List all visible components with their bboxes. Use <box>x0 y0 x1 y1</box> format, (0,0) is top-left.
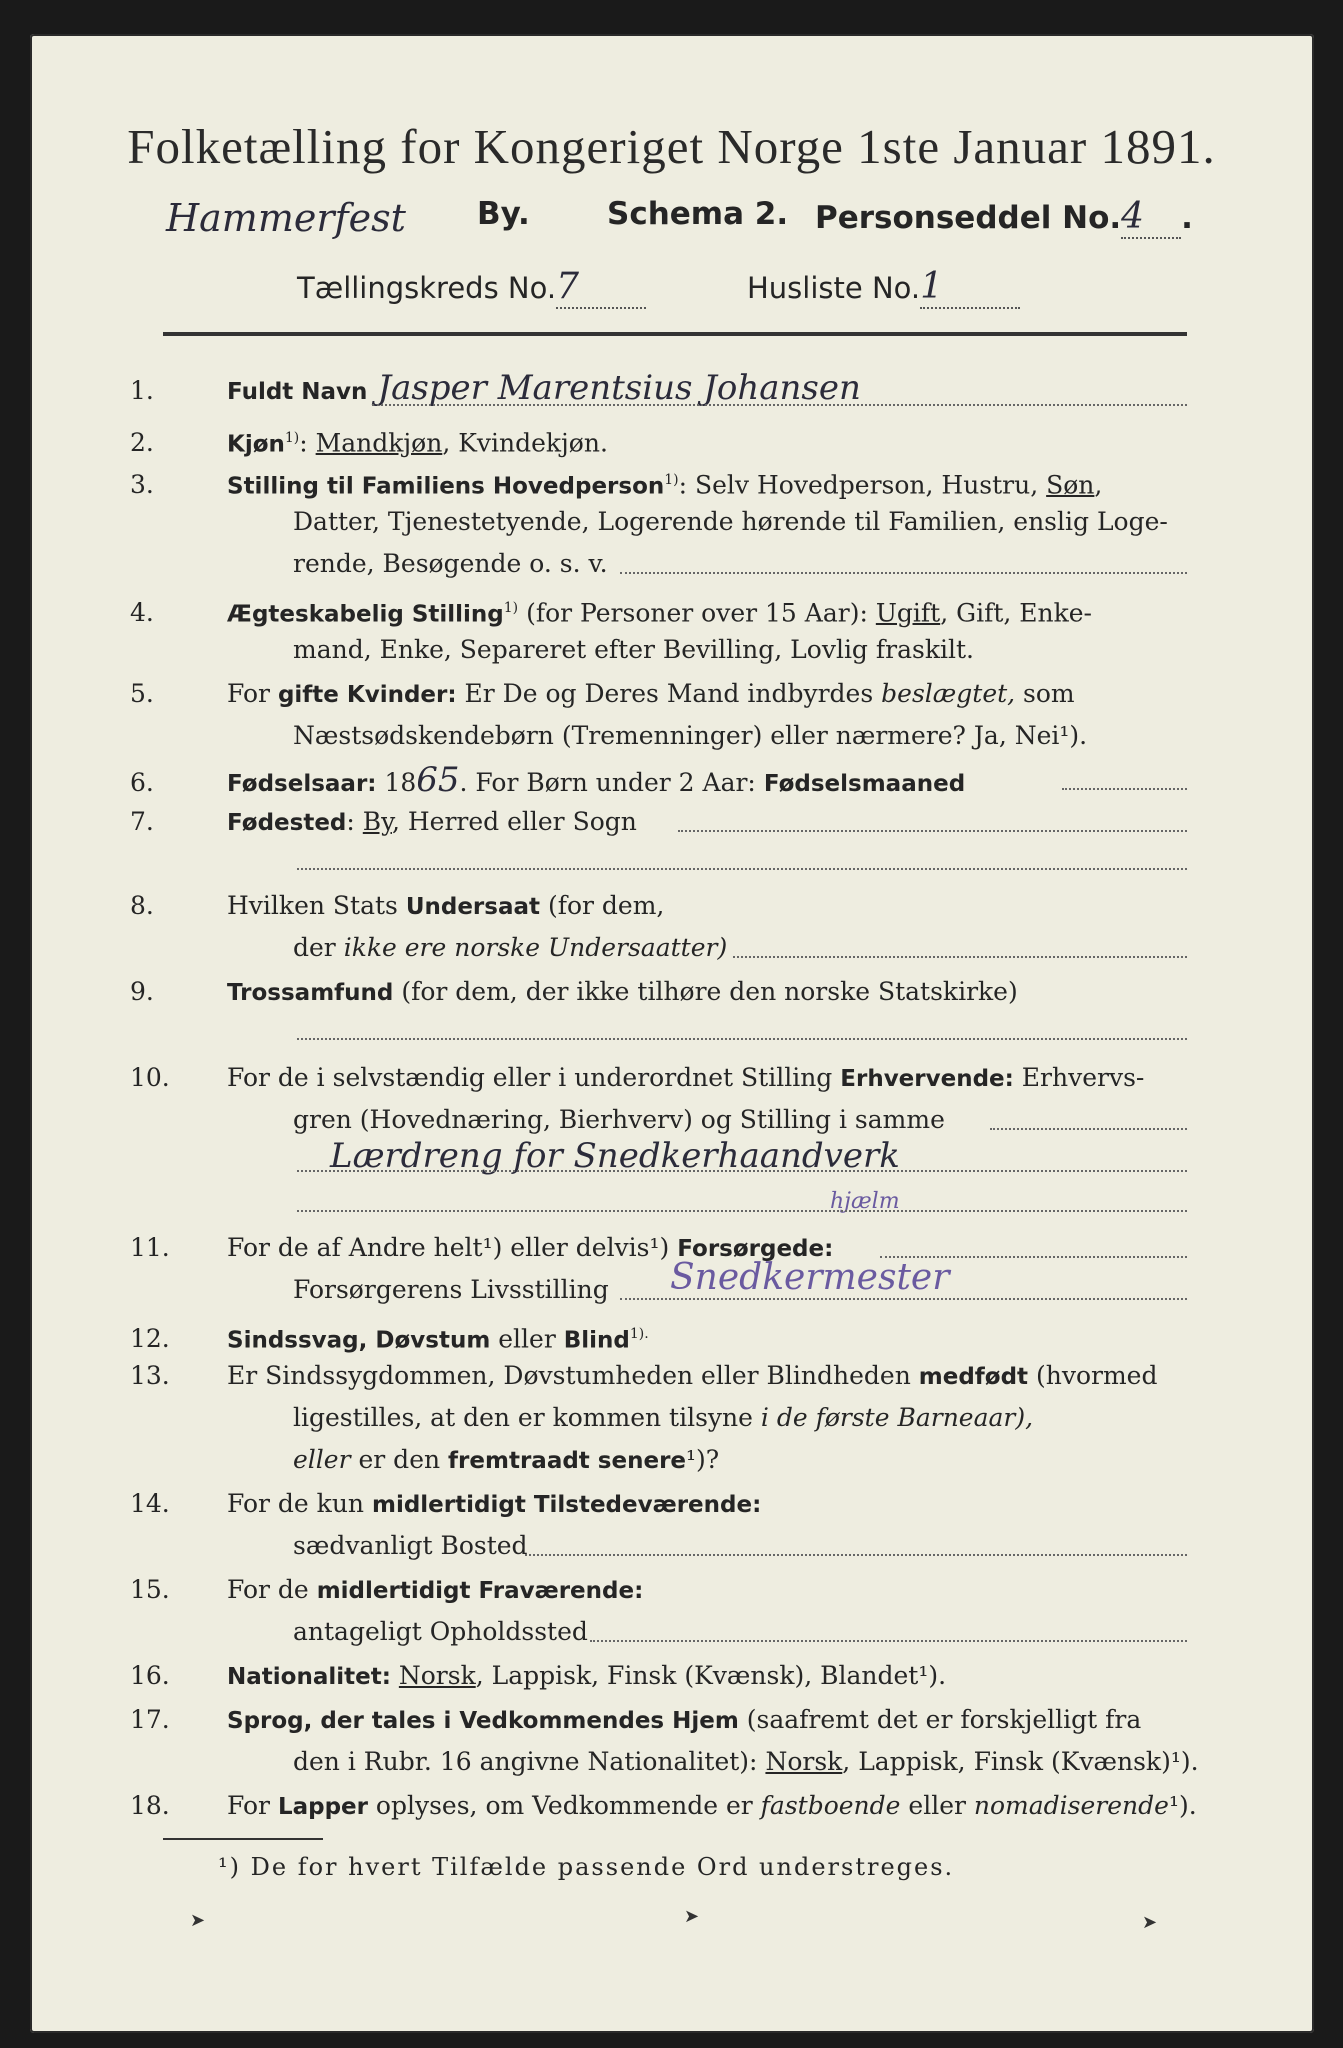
usual-residence-line <box>525 1554 1187 1556</box>
taellingskreds-number: 7 <box>556 266 579 307</box>
item-11: 11. For de af Andre helt¹) eller delvis¹) Forsørgede: <box>130 1233 834 1262</box>
full-name-value: Jasper Marentsius Johansen <box>377 368 861 408</box>
occupation-line-2 <box>297 1170 1187 1172</box>
item-1: 1. Fuldt Navn Jasper Marentsius Johansen <box>130 368 861 408</box>
item-3-line-2: Datter, Tjenestetyende, Logerende hørende til Familien, enslig Loge- <box>293 507 1168 536</box>
item-5-line-2: Næstsødskendebørn (Tremenninger) eller nærmere? Ja, Nei¹). <box>293 721 1088 750</box>
item-6: 6. Fødselsaar: 1865. For Børn under 2 Aar: Fødselsmaaned <box>130 760 966 800</box>
item-14: 14. For de kun midlertidigt Tilstedeværende: <box>130 1489 762 1518</box>
birthplace-line-1 <box>678 830 1187 832</box>
item-17: 17. Sprog, der tales i Vedkommendes Hjem (saafremt det er forskjelligt fra <box>130 1705 1142 1734</box>
provider-occupation-line <box>620 1298 1187 1300</box>
occupation-value: Lærdreng for Snedkerhaandverk <box>330 1136 900 1176</box>
item-13-line-3: eller er den fremtraadt senere¹)? <box>293 1445 720 1474</box>
footnote: ¹) De for hvert Tilfælde passende Ord understreges. <box>218 1853 955 1881</box>
item-5: 5. For gifte Kvinder: Er De og Deres Mand indbyrdes beslægtet, som <box>130 679 1075 708</box>
registration-mark-left: ➤ <box>190 1910 206 1931</box>
form-title: Folketælling for Kongeriget Norge 1ste Januar 1891. <box>127 119 1216 174</box>
birth-year-value: 65 <box>416 760 460 800</box>
city-handwritten: Hammerfest <box>166 196 406 240</box>
item-11-line-2: Forsørgerens Livsstilling <box>293 1275 609 1304</box>
personseddel-number: 4 <box>1121 196 1145 237</box>
item-17-line-2: den i Rubr. 16 angivne Nationalitet): Norsk, Lappisk, Finsk (Kvænsk)¹). <box>293 1747 1199 1776</box>
birthplace-town-option: By <box>362 807 392 836</box>
item-14-line-2: sædvanligt Bosted <box>293 1531 528 1560</box>
footnote-divider <box>163 1838 323 1840</box>
item-10: 10. For de i selvstændig eller i underordnet Stilling Erhvervende: Erhvervs- <box>130 1063 1145 1092</box>
position-son-option: Søn <box>1046 470 1095 500</box>
item-3-line-3: rende, Besøgende o. s. v. <box>293 549 608 578</box>
occupation-value-2: hjælm <box>830 1189 900 1214</box>
religion-line <box>297 1038 1187 1040</box>
schema-label: Schema 2. <box>607 196 789 232</box>
marital-unmarried-option: Ugift <box>875 598 941 628</box>
by-label: By. <box>477 196 530 232</box>
occupation-line-1 <box>990 1128 1187 1130</box>
full-name-line <box>372 404 1187 406</box>
taellingskreds-label: Tællingskreds No. <box>297 271 557 305</box>
personseddel: Personseddel No.4 . <box>815 196 1193 237</box>
item-15: 15. For de midlertidigt Fraværende: <box>130 1575 644 1604</box>
husliste <box>747 266 1020 309</box>
provider-occupation-value: Snedkermester <box>670 1257 950 1298</box>
nationality-norwegian-option: Norsk <box>398 1661 476 1690</box>
personseddel-label: Personseddel No. <box>815 200 1122 236</box>
item-13: 13. Er Sindssygdommen, Døvstumheden eller Blindheden medfødt (hvormed <box>130 1361 1158 1390</box>
item-16: 16. Nationalitet: Norsk, Lappisk, Finsk (Kvænsk), Blandet¹). <box>130 1661 947 1690</box>
taellingskreds <box>297 266 646 309</box>
item-3: 3. Stilling til Familiens Hovedperson$^{1)}$: Selv Hovedperson, Hustru, Søn, <box>130 470 1103 500</box>
item-18: 18. For Lapper oplyses, om Vedkommende er fastboende eller nomadiserende¹). <box>130 1791 1197 1820</box>
language-norwegian-option: Norsk <box>765 1747 843 1776</box>
occupation-line-3 <box>297 1210 1187 1212</box>
item-4: 4. Ægteskabelig Stilling$^{1)}$ (for Personer over 15 Aar): Ugift, Gift, Enke- <box>130 598 1092 628</box>
birth-month-line <box>1062 788 1187 790</box>
husliste-number: 1 <box>920 266 943 307</box>
item-13-line-2: ligestilles, at den er kommen tilsyne i de første Barneaar), <box>293 1403 1034 1432</box>
registration-mark-right: ➤ <box>1142 1912 1158 1933</box>
item-7: 7. Fødested: By, Herred eller Sogn <box>130 807 637 836</box>
header-divider <box>163 332 1187 336</box>
item-9: 9. Trossamfund (for dem, der ikke tilhøre den norske Statskirke) <box>130 977 1018 1006</box>
probable-residence-line <box>590 1640 1187 1642</box>
item-4-line-2: mand, Enke, Separeret efter Bevilling, Lovlig fraskilt. <box>293 635 974 664</box>
husliste-label: Husliste No. <box>747 271 921 305</box>
item-15-line-2: antageligt Opholdssted <box>293 1617 588 1646</box>
item-8: 8. Hvilken Stats Undersaat (for dem, <box>130 891 665 920</box>
registration-mark-center: ➤ <box>684 1906 700 1927</box>
nationality-subject-line <box>733 956 1187 958</box>
full-name-label: Fuldt Navn <box>227 379 368 405</box>
birthplace-line-2 <box>297 868 1187 870</box>
item-2: 2. Kjøn$^{1)}$: Mandkjøn, Kvindekjøn. <box>130 428 608 458</box>
item-10-line-2: gren (Hovednæring, Bierhverv) og Stilling i samme <box>293 1105 945 1134</box>
gender-male-option: Mandkjøn <box>315 428 443 458</box>
item-12: 12. Sindssvag, Døvstum eller Blind$^{1).}$ <box>130 1324 649 1354</box>
item-8-line-2: der ikke ere norske Undersaatter) <box>293 933 728 962</box>
item-3-line <box>620 572 1187 574</box>
city-name <box>166 196 406 240</box>
